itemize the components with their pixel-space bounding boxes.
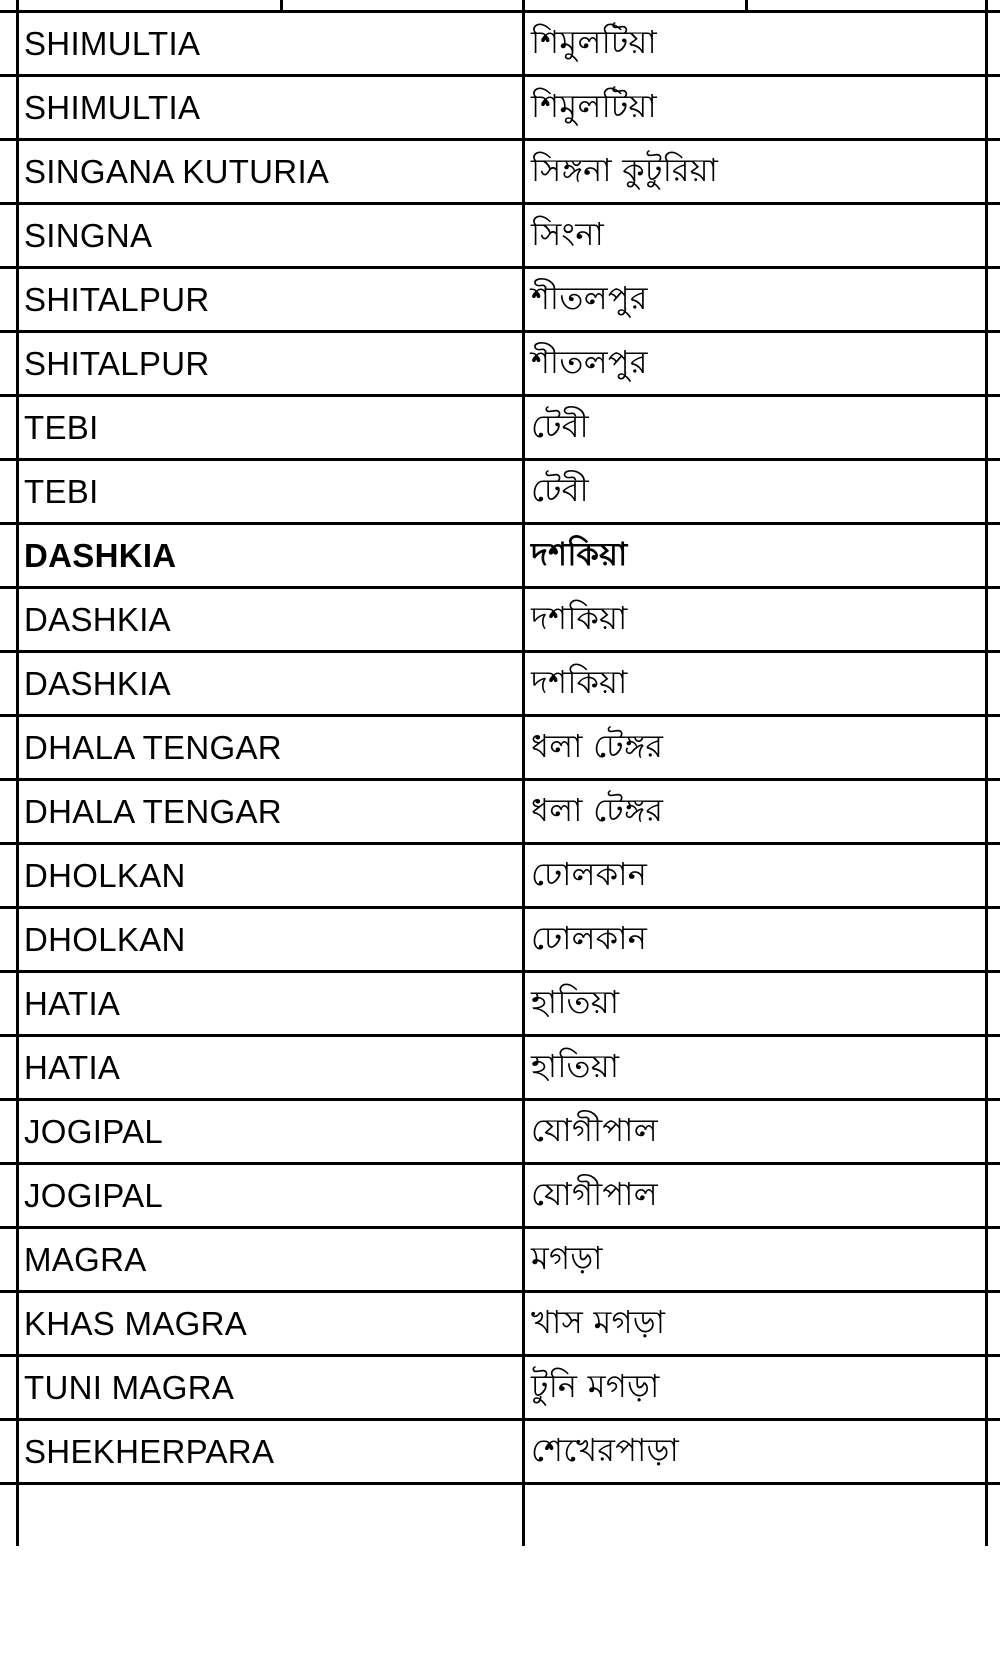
english-name-cell: SINGANA KUTURIA [24,152,330,190]
cropped-glyph-mark [745,0,748,10]
english-name-cell: SHIMULTIA [24,24,201,62]
table-row [0,906,1000,970]
table-row [0,1290,1000,1354]
english-name-cell: DHOLKAN [24,856,186,894]
bengali-name-cell: শীতলপুর [531,342,648,381]
table-row [0,202,1000,266]
bengali-name-cell: মগড়া [531,1238,603,1277]
bengali-name-cell: দশকিয়া [531,534,628,573]
bengali-name-cell: খাস মগড়া [531,1302,666,1341]
table-row [0,1226,1000,1290]
bengali-name-cell: শীতলপুর [531,278,648,317]
english-name-cell: TEBI [24,472,99,510]
cropped-glyph-mark [280,0,283,10]
table-row [0,1354,1000,1418]
table-left-border [16,0,19,1546]
english-name-cell: SINGNA [24,216,153,254]
table-row [0,330,1000,394]
bengali-name-cell: হাতিয়া [531,1046,620,1085]
english-name-cell: TUNI MAGRA [24,1368,235,1406]
bengali-name-cell: টেবী [531,470,589,509]
table-row [0,1098,1000,1162]
bengali-name-cell: ঢোলকান [531,918,648,957]
english-name-cell: HATIA [24,984,121,1022]
table-right-border [985,0,988,1546]
english-name-cell: SHITALPUR [24,344,210,382]
bengali-name-cell: ঢোলকান [531,854,648,893]
english-name-cell: KHAS MAGRA [24,1304,248,1342]
english-name-cell: MAGRA [24,1240,147,1278]
table-row [0,522,1000,586]
bengali-name-cell: দশকিয়া [531,598,628,637]
english-name-cell: HATIA [24,1048,121,1086]
english-name-cell: DASHKIA [24,536,177,574]
table-row [0,458,1000,522]
english-name-cell: DASHKIA [24,664,171,702]
table-row [0,266,1000,330]
bengali-name-cell: যোগীপাল [531,1110,658,1149]
bengali-name-cell: শিমুলটিয়া [531,86,657,125]
table-row [0,74,1000,138]
table-row [0,586,1000,650]
english-name-cell: TEBI [24,408,99,446]
bengali-name-cell: যোগীপাল [531,1174,658,1213]
english-name-cell: DHOLKAN [24,920,186,958]
bengali-name-cell: সিঙ্গনা কুটুরিয়া [531,150,719,189]
table-row [0,714,1000,778]
table-row [0,1418,1000,1485]
table-row [0,1162,1000,1226]
table-row [0,778,1000,842]
table-row [0,1034,1000,1098]
village-name-table [0,10,1000,1485]
table-row [0,10,1000,74]
table-row [0,650,1000,714]
bengali-name-cell: ধলা টেঙ্গর [531,726,664,765]
english-name-cell: SHITALPUR [24,280,210,318]
english-name-cell: DHALA TENGAR [24,728,282,766]
bengali-name-cell: শিমুলটিয়া [531,22,657,61]
cropped-header-edge [0,0,1000,10]
table-row [0,394,1000,458]
bengali-name-cell: সিংনা [531,214,605,253]
english-name-cell: DHALA TENGAR [24,792,282,830]
table-row [0,842,1000,906]
english-name-cell: SHIMULTIA [24,88,201,126]
bengali-name-cell: দশকিয়া [531,662,628,701]
bengali-name-cell: টেবী [531,406,589,445]
table-row [0,138,1000,202]
bengali-name-cell: শেখেরপাড়া [531,1430,680,1469]
bengali-name-cell: টুনি মগড়া [531,1366,660,1405]
english-name-cell: JOGIPAL [24,1112,164,1150]
table-row [0,970,1000,1034]
bengali-name-cell: হাতিয়া [531,982,620,1021]
english-name-cell: JOGIPAL [24,1176,164,1214]
english-name-cell: SHEKHERPARA [24,1432,275,1470]
english-name-cell: DASHKIA [24,600,171,638]
table-column-divider [522,0,525,1546]
bengali-name-cell: ধলা টেঙ্গর [531,790,664,829]
